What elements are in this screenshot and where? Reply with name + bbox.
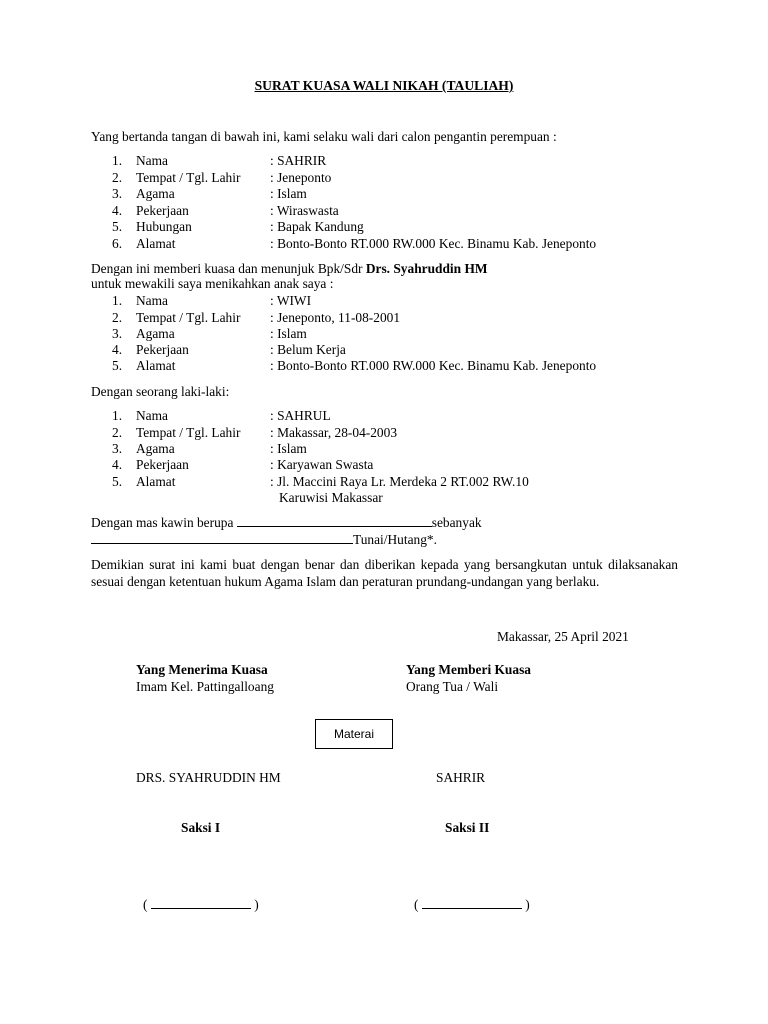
row-value: : Islam <box>270 441 307 456</box>
row-number: 1. <box>112 408 123 423</box>
row-number: 2. <box>112 170 123 185</box>
close-paren: ) <box>254 897 259 912</box>
row-value: : Bonto-Bonto RT.000 RW.000 Kec. Binamu Kab. Jeneponto <box>270 236 597 251</box>
row-number: 5. <box>112 474 123 489</box>
row-value: : Islam <box>270 186 307 201</box>
mas-kawin-blank2 <box>91 531 353 544</box>
mas-kawin-line <box>91 514 482 531</box>
row-value: : Wiraswasta <box>270 203 339 218</box>
anak-row <box>0 342 768 359</box>
wali-row <box>0 153 768 170</box>
row-value: : WIWI <box>270 293 312 308</box>
row-label: Tempat / Tgl. Lahir <box>136 170 241 185</box>
wali-row <box>0 219 768 236</box>
closing-paragraph: Demikian surat ini kami buat dengan benar dan diberikan kepada yang bersangkutan untuk dilaksanakan sesuai dengan ketentuan hukum Agama Islam dan peraturan prundang-undangan yang berlaku. <box>91 557 678 589</box>
row-number: 4. <box>112 203 123 218</box>
row-label: Nama <box>136 408 168 423</box>
mas-kawin-line2 <box>91 531 437 548</box>
close-paren: ) <box>525 897 530 912</box>
laki-row <box>0 425 768 442</box>
laki-row <box>0 457 768 474</box>
row-number: 3. <box>112 326 123 341</box>
row-value: : Bapak Kandung <box>270 219 364 234</box>
row-label: Tempat / Tgl. Lahir <box>136 425 241 440</box>
wali-row <box>0 186 768 203</box>
row-label: Pekerjaan <box>136 203 189 218</box>
row-label: Agama <box>136 186 175 201</box>
intro-text: Yang bertanda tangan di bawah ini, kami selaku wali dari calon pengantin perempuan : <box>91 129 557 144</box>
place-date: Makassar, 25 April 2021 <box>497 629 629 644</box>
laki-row <box>0 474 768 491</box>
laki-row <box>0 441 768 458</box>
giver-name: SAHRIR <box>436 770 486 785</box>
mas-kawin-suffix: sebanyak <box>431 515 482 530</box>
row-label: Hubungan <box>136 219 192 234</box>
saksi-1-blank <box>151 896 251 909</box>
anak-row <box>0 326 768 343</box>
mas-kawin-blank <box>237 514 432 527</box>
mas-kawin-prefix: Dengan mas kawin berupa <box>91 515 237 530</box>
kuasa-prefix: Dengan ini memberi kuasa dan menunjuk Bpk/Sdr <box>91 261 366 276</box>
row-label: Alamat <box>136 358 176 373</box>
row-label: Agama <box>136 326 175 341</box>
receiver-name: DRS. SYAHRUDDIN HM <box>136 770 281 785</box>
row-value: : Karyawan Swasta <box>270 457 374 472</box>
laki-row <box>0 408 768 425</box>
materai-stamp-box: Materai <box>315 719 393 749</box>
row-value: : Makassar, 28-04-2003 <box>270 425 398 440</box>
row-number: 5. <box>112 358 123 373</box>
giver-title: Yang Memberi Kuasa <box>406 662 531 677</box>
laki-intro: Dengan seorang laki-laki: <box>91 384 230 399</box>
row-label: Pekerjaan <box>136 342 189 357</box>
row-number: 4. <box>112 457 123 472</box>
kuasa-line2: untuk mewakili saya menikahkan anak saya : <box>91 276 334 291</box>
open-paren: ( <box>143 897 148 912</box>
row-label: Nama <box>136 153 168 168</box>
row-value: : Jl. Maccini Raya Lr. Merdeka 2 RT.002 RW.10 <box>270 474 529 489</box>
row-value: : Jeneponto, 11-08-2001 <box>270 310 401 325</box>
row-label: Alamat <box>136 236 176 251</box>
wali-row <box>0 203 768 220</box>
row-label: Agama <box>136 441 175 456</box>
mas-kawin-line2-suffix: Tunai/Hutang*. <box>353 532 437 547</box>
anak-row <box>0 293 768 310</box>
saksi-2-label: Saksi II <box>445 820 490 835</box>
laki-alamat-continuation: Karuwisi Makassar <box>279 490 383 505</box>
saksi-1-label: Saksi I <box>181 820 221 835</box>
giver-role: Orang Tua / Wali <box>406 679 499 694</box>
row-number: 1. <box>112 153 123 168</box>
saksi-2-signature-line <box>414 896 530 913</box>
document-title: SURAT KUASA WALI NIKAH (TAULIAH) <box>254 78 514 93</box>
saksi-2-blank <box>422 896 522 909</box>
row-number: 3. <box>112 186 123 201</box>
row-number: 1. <box>112 293 123 308</box>
row-number: 2. <box>112 310 123 325</box>
kuasa-name: Drs. Syahruddin HM <box>365 261 488 276</box>
wali-row <box>0 236 768 253</box>
row-value: : Belum Kerja <box>270 342 346 357</box>
row-value: : Jeneponto <box>270 170 332 185</box>
anak-row <box>0 310 768 327</box>
row-label: Nama <box>136 293 168 308</box>
row-label: Alamat <box>136 474 176 489</box>
anak-row <box>0 358 768 375</box>
row-number: 3. <box>112 441 123 456</box>
row-number: 6. <box>112 236 123 251</box>
row-number: 4. <box>112 342 123 357</box>
wali-row <box>0 170 768 187</box>
row-label: Tempat / Tgl. Lahir <box>136 310 241 325</box>
row-label: Pekerjaan <box>136 457 189 472</box>
row-value: : SAHRUL <box>270 408 331 423</box>
kuasa-line <box>91 261 488 277</box>
row-number: 5. <box>112 219 123 234</box>
row-value: : Islam <box>270 326 307 341</box>
row-value: : SAHRIR <box>270 153 327 168</box>
saksi-1-signature-line <box>143 896 259 913</box>
receiver-title: Yang Menerima Kuasa <box>136 662 268 677</box>
open-paren: ( <box>414 897 419 912</box>
row-number: 2. <box>112 425 123 440</box>
receiver-role: Imam Kel. Pattingalloang <box>136 679 274 694</box>
row-value: : Bonto-Bonto RT.000 RW.000 Kec. Binamu Kab. Jeneponto <box>270 358 597 373</box>
